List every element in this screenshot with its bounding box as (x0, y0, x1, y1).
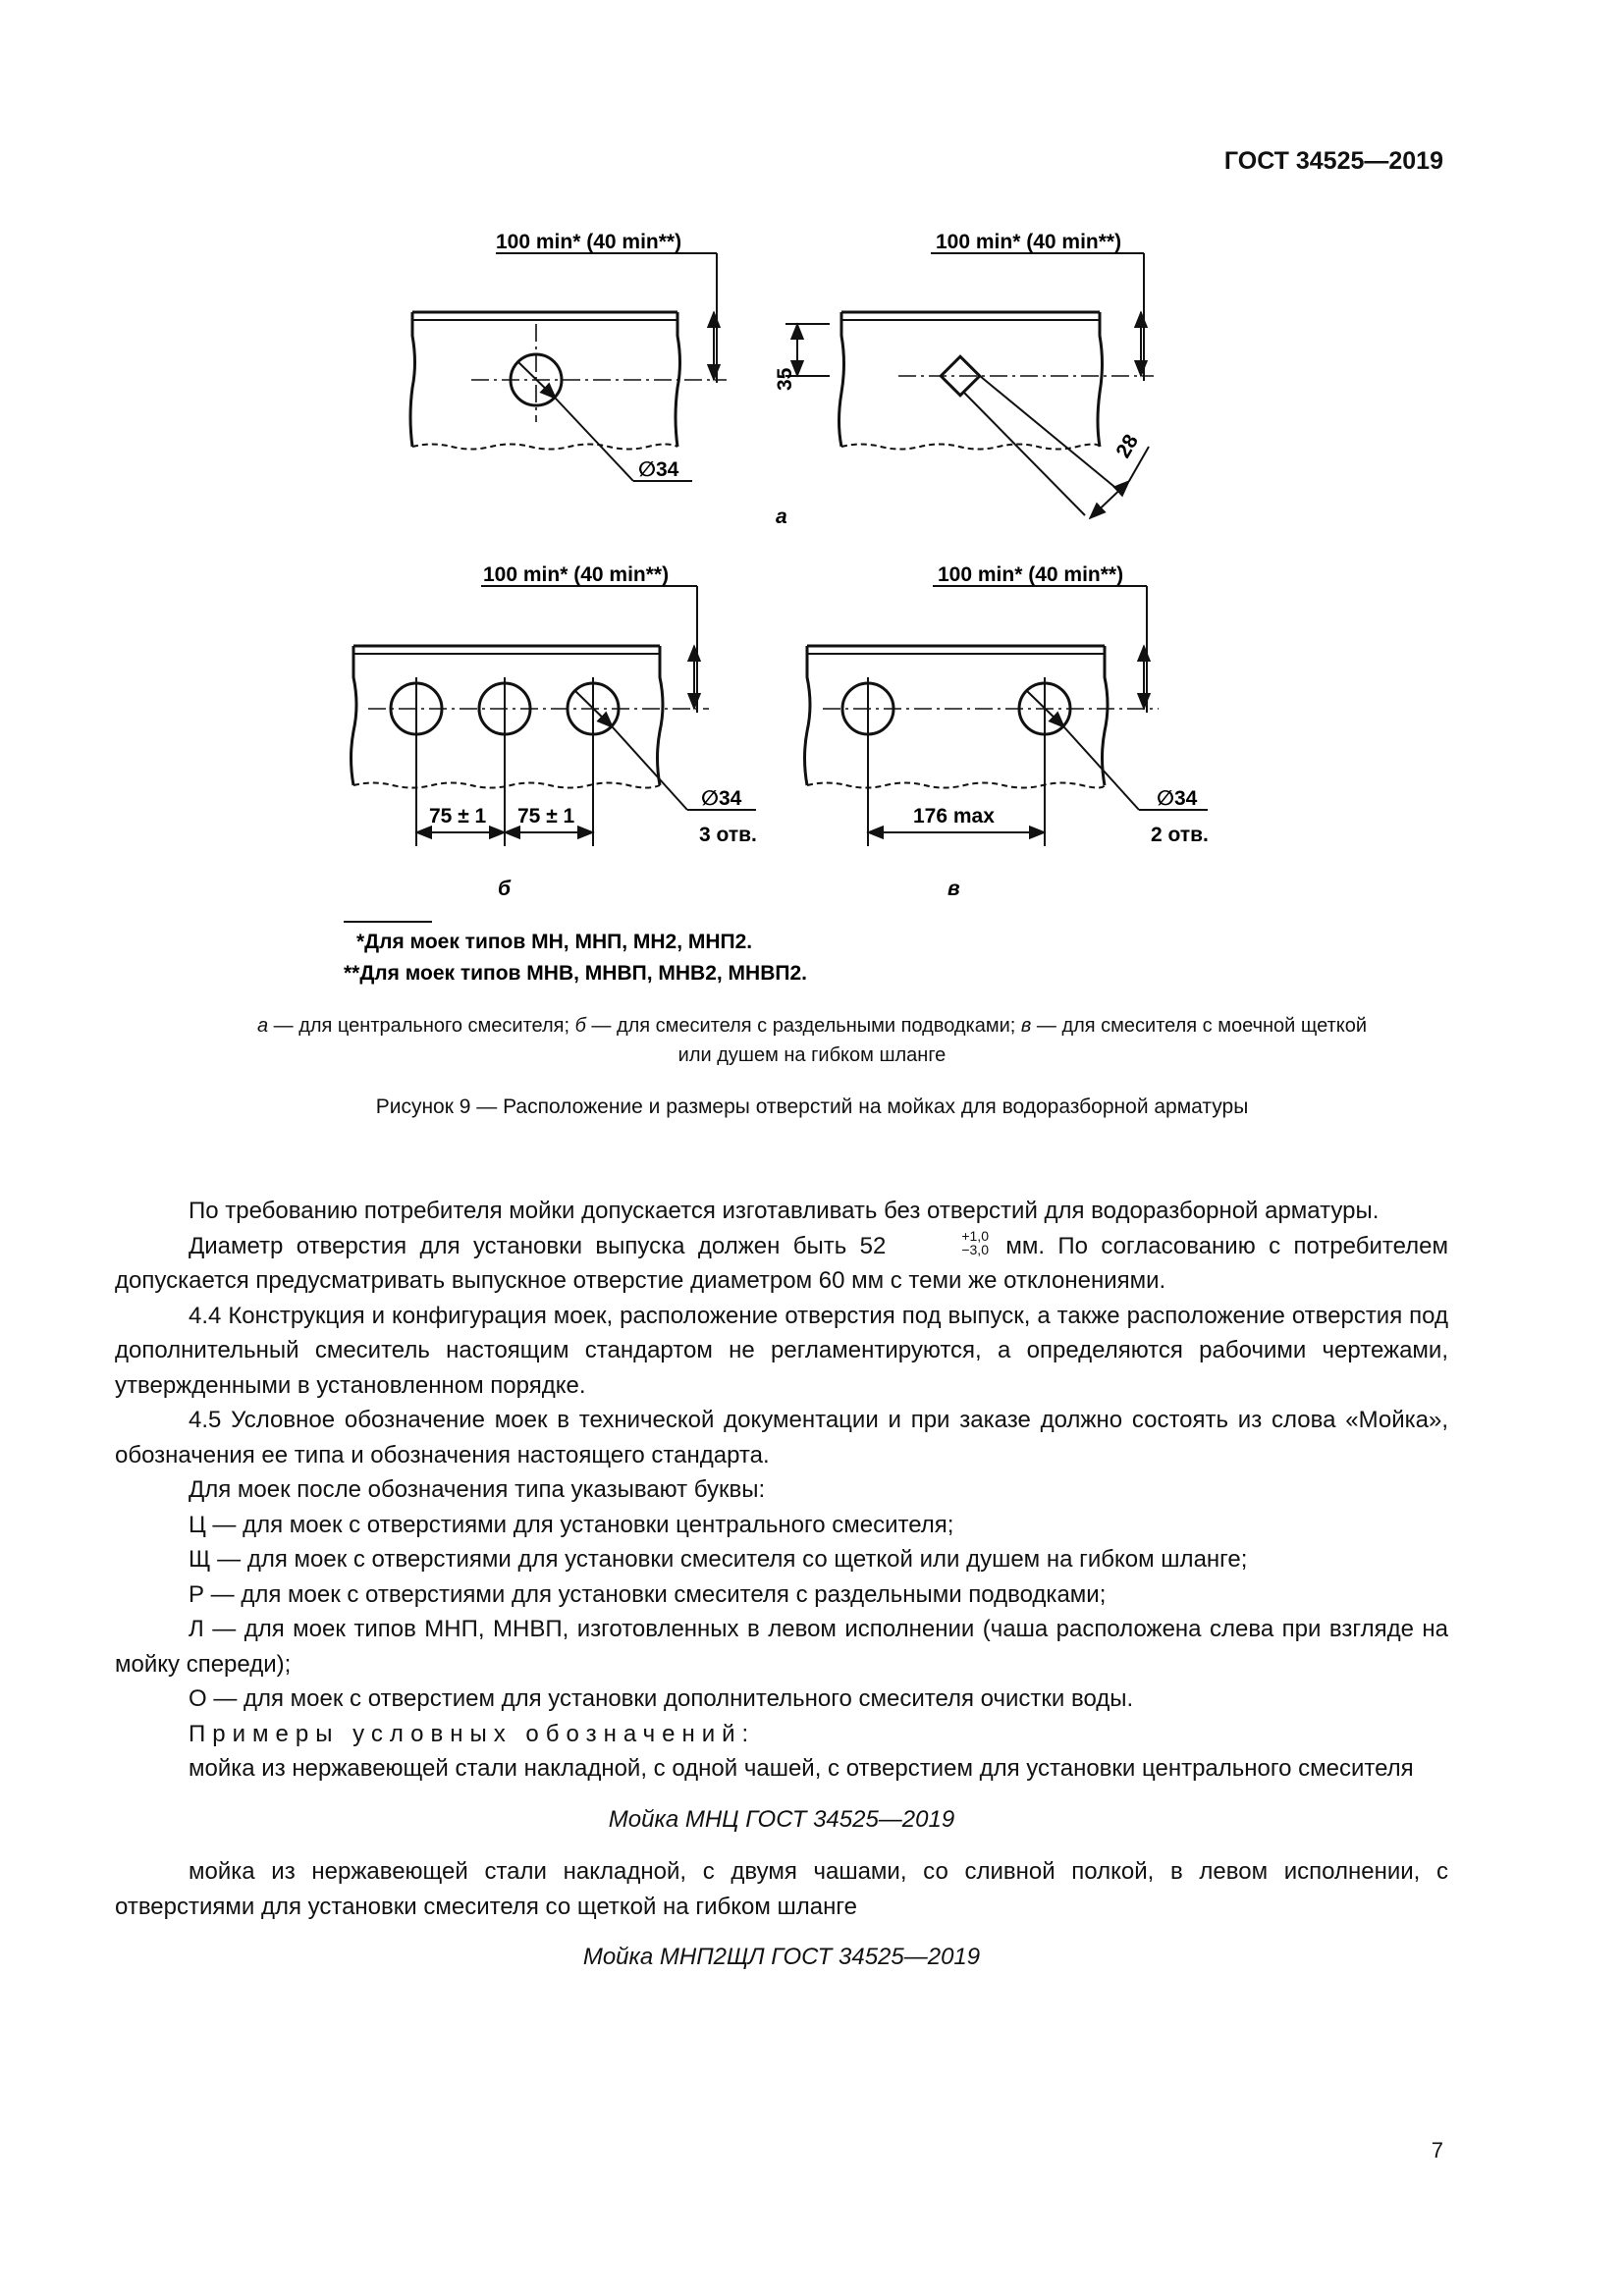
paragraph: Л — для моек типов МНП, МНВП, изготовленных в левом исполнении (чаша расположена слева при взгляде на мойку спереди); (115, 1616, 1448, 1678)
dim-label: 100 min* (40 min**) (938, 563, 1124, 586)
footnote-2: **Для моек типов МНВ, МНВП, МНВ2, МНВП2. (344, 962, 807, 985)
holes-count-label: 2 отв. (1151, 824, 1209, 846)
paragraph: Для моек после обозначения типа указывают буквы: (189, 1476, 766, 1503)
pitch-label: 75 ± 1 (517, 805, 575, 828)
dim-35-label: 35 (774, 367, 796, 391)
dim-label: 100 min* (40 min**) (496, 231, 682, 253)
figure-legend: а — для центрального смесителя; б — для смесителя с раздельными подводками; в — для смесителя с моечной щеткой или душем на гибком шланге (256, 1015, 1368, 1066)
pitch-label: 75 ± 1 (429, 805, 487, 828)
paragraph: О — для моек с отверстием для установки дополнительного смесителя очистки воды. (189, 1685, 1134, 1712)
dim-label: 100 min* (40 min**) (483, 563, 670, 586)
paragraph: По требованию потребителя мойки допускается изготавливать без отверстий для водоразборной арматуры. (189, 1198, 1380, 1224)
figure-9-drawing (0, 0, 1624, 1001)
panel-v (805, 563, 1209, 846)
span-label: 176 max (913, 805, 995, 828)
paragraph: Ц — для моек с отверстиями для установки центрального смесителя; (189, 1511, 954, 1538)
panel-a-letter: а (776, 506, 787, 528)
paragraph: 4.4 Конструкция и конфигурация моек, расположение отверстия под выпуск, а также расположение отверстия под дополнительный смеситель настоящим стандартом не регламентируются, а определяются рабочими чертежами, утвержденными в установленном порядке. (115, 1302, 1448, 1399)
paragraph: Р — для моек с отверстиями для установки смесителя с раздельными подводками; (189, 1580, 1107, 1608)
panel-a-right (774, 231, 1154, 518)
tolerance: +1,0 −3,0 (961, 1228, 989, 1258)
example-designation: Мойка МНП2ЩЛ ГОСТ 34525—2019 (582, 1944, 981, 1970)
diameter-label: ∅34 (701, 787, 742, 810)
holes-count-label: 3 отв. (699, 824, 757, 846)
figure-caption: Рисунок 9 — Расположение и размеры отверстий на мойках для водоразборной арматуры (375, 1095, 1249, 1118)
document-code-header: ГОСТ 34525—2019 (1223, 147, 1443, 175)
diameter-label: ∅34 (1157, 787, 1198, 810)
paragraph: мойка из нержавеющей стали накладной, с двумя чашами, со сливной полкой, в левом исполнении, с отверстиями для установки смесителя со щеткой на гибком шланге (115, 1858, 1448, 1920)
panel-a-left (410, 231, 727, 481)
panel-b (352, 563, 757, 846)
dim-28-label: 28 (1111, 430, 1144, 462)
panel-b-letter: б (498, 878, 512, 900)
panel-v-letter: в (947, 878, 960, 900)
dim-label: 100 min* (40 min**) (936, 231, 1122, 253)
body-text (115, 1194, 1448, 1993)
paragraph: Щ — для моек с отверстиями для установки смесителя со щеткой или душем на гибком шланге; (189, 1546, 1248, 1573)
paragraph: 4.5 Условное обозначение моек в технической документации и при заказе должно состоять из слова «Мойка», обозначения ее типа и обозначения настоящего стандарта. (115, 1407, 1448, 1468)
paragraph: мойка из нержавеющей стали накладной, с одной чашей, с отверстием для установки центрального смесителя (189, 1755, 1414, 1782)
diameter-label: ∅34 (638, 458, 679, 481)
page-number: 7 (1431, 2138, 1443, 2163)
paragraph: Диаметр отверстия для установки выпуска должен быть 52 +1,0 −3,0 мм. По согласованию с потребителем допускается предусматривать выпускное отверстие диаметром 60 мм с теми же отклонениями. (115, 1228, 1449, 1294)
examples-heading: Примеры условных обозначений: (189, 1720, 756, 1747)
example-designation: Мойка МНЦ ГОСТ 34525—2019 (608, 1805, 955, 1833)
footnote-1: *Для моек типов МН, МНП, МН2, МНП2. (356, 931, 753, 953)
